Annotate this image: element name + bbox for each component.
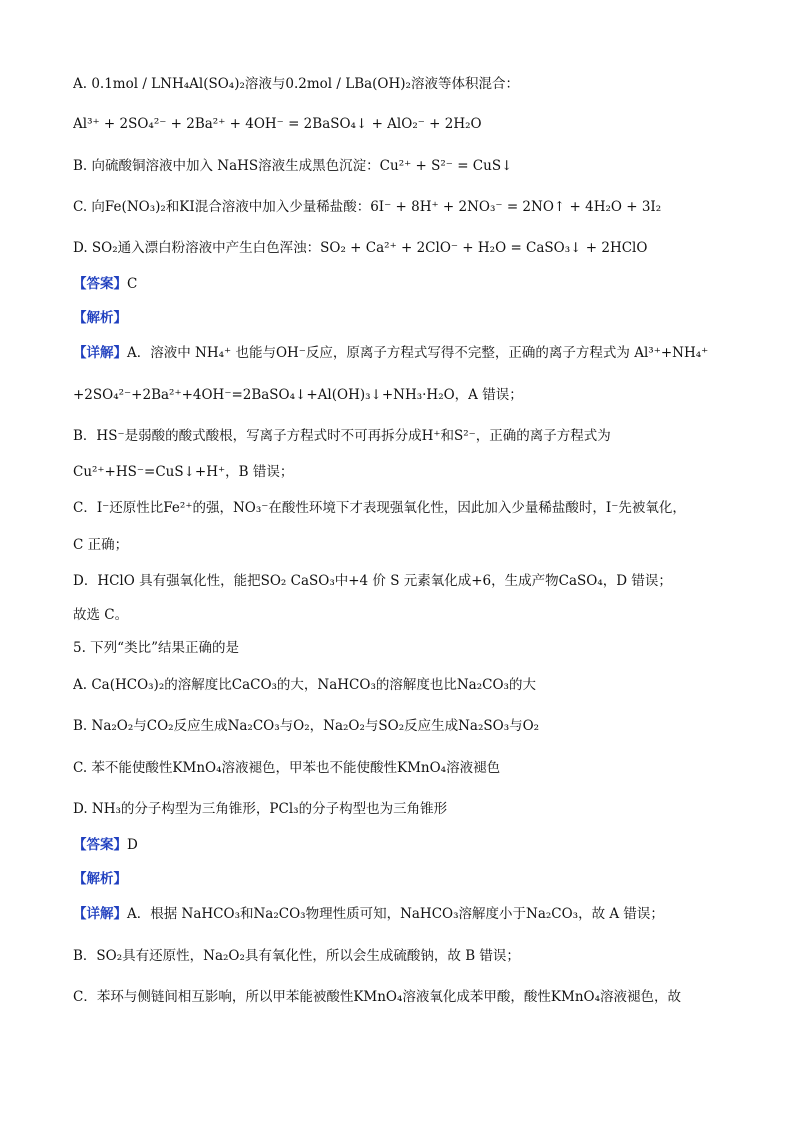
answer-tag: 【答案】 (73, 276, 127, 292)
q4-option-a-line1: A. 0.1mol / LNH₄Al(SO₄)₂溶液与0.2mol / LBa(OH)₂溶液等体积混合： (73, 76, 519, 92)
detail-a-text: A．根据 NaHCO₃和Na₂CO₃物理性质可知，NaHCO₃溶解度小于Na₂CO₃，故 A 错误； (127, 906, 664, 922)
q5-stem: 5. 下列“类比”结果正确的是 (73, 640, 239, 656)
q5-analysis-tag: 【解析】 (73, 871, 127, 887)
q4-option-b: B. 向硫酸铜溶液中加入 NaHS溶液生成黑色沉淀：Cu²⁺ + S²⁻ = CuS↓ (73, 158, 513, 174)
q5-detail-b: B．SO₂具有还原性，Na₂O₂具有氧化性，所以会生成硫酸钠，故 B 错误； (73, 948, 520, 964)
q4-conclusion: 故选 C。 (73, 607, 129, 623)
q5-detail-c: C．苯环与侧链间相互影响，所以甲苯能被酸性KMnO₄溶液氧化成苯甲酸，酸性KMnO₄溶液褪色，故 (73, 989, 681, 1005)
q5-option-a: A. Ca(HCO₃)₂的溶解度比CaCO₃的大，NaHCO₃的溶解度也比Na₂CO₃的大 (73, 677, 536, 693)
q4-answer (73, 274, 734, 294)
q4-option-a-line2: Al³⁺ + 2SO₄²⁻ + 2Ba²⁺ + 4OH⁻ = 2BaSO₄↓ + AlO₂⁻ + 2H₂O (73, 116, 482, 132)
detail-a-text: A．溶液中 NH₄⁺ 也能与OH⁻反应，原离子方程式写得不完整，正确的离子方程式为 Al³⁺+NH₄⁺ (127, 345, 709, 361)
q5-detail-a (73, 904, 734, 924)
q4-detail-a-line2: +2SO₄²⁻+2Ba²⁺+4OH⁻=2BaSO₄↓+Al(OH)₃↓+NH₃·H₂O，A 错误； (73, 387, 523, 403)
answer-tag: 【答案】 (73, 837, 127, 853)
q4-analysis-tag: 【解析】 (73, 310, 127, 326)
q4-detail-b-line1: B．HS⁻是弱酸的酸式酸根，写离子方程式时不可再拆分成H⁺和S²⁻，正确的离子方程式为 (73, 428, 611, 444)
q5-answer (73, 835, 734, 855)
detail-tag: 【详解】 (73, 345, 127, 361)
detail-tag: 【详解】 (73, 906, 127, 922)
q4-option-c: C. 向Fe(NO₃)₂和KI混合溶液中加入少量稀盐酸：6I⁻ + 8H⁺ + 2NO₃⁻ = 2NO↑ + 4H₂O + 3I₂ (73, 199, 662, 215)
answer-value: D (127, 837, 138, 853)
q5-option-d: D. NH₃的分子构型为三角锥形，PCl₃的分子构型也为三角锥形 (73, 801, 448, 817)
q4-option-d: D. SO₂通入漂白粉溶液中产生白色浑浊：SO₂ + Ca²⁺ + 2ClO⁻ + H₂O = CaSO₃↓ + 2HClO (73, 240, 648, 256)
q4-detail-a-line1 (73, 343, 734, 363)
answer-value: C (127, 276, 138, 292)
q5-option-c: C. 苯不能使酸性KMnO₄溶液褪色，甲苯也不能使酸性KMnO₄溶液褪色 (73, 760, 501, 776)
q5-option-b: B. Na₂O₂与CO₂反应生成Na₂CO₃与O₂，Na₂O₂与SO₂反应生成Na₂SO₃与O₂ (73, 718, 540, 734)
q4-detail-d: D．HClO 具有强氧化性，能把SO₂ CaSO₃中+4 价 S 元素氧化成+6，生成产物CaSO₄，D 错误； (73, 573, 672, 589)
q4-detail-c-line1: C．I⁻还原性比Fe²⁺的强，NO₃⁻在酸性环境下才表现强氧化性，因此加入少量稀盐酸时，I⁻先被氧化， (73, 500, 686, 516)
q4-detail-b-line2: Cu²⁺+HS⁻=CuS↓+H⁺，B 错误； (73, 464, 294, 480)
q4-detail-c-line2: C 正确； (73, 537, 129, 553)
